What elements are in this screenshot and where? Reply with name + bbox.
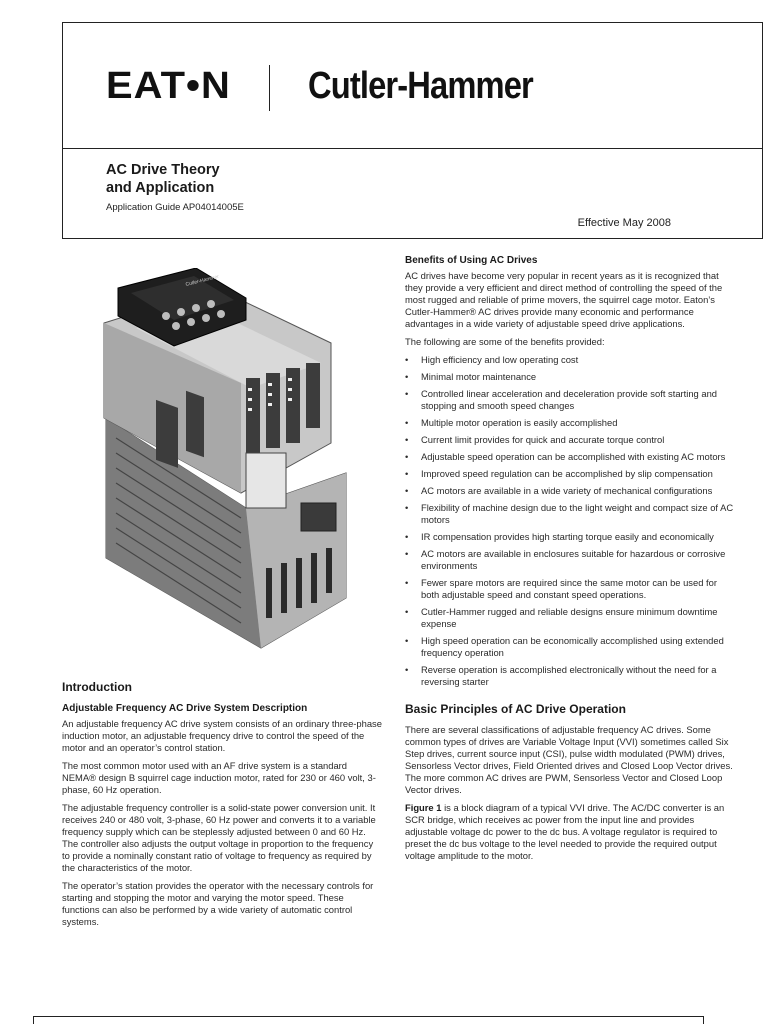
benefit-item bbox=[405, 371, 735, 383]
benefit-text: High speed operation can be economically accomplished using extended frequency operation bbox=[421, 635, 724, 658]
document-subtitle: Application Guide AP04014005E bbox=[106, 202, 244, 213]
intro-paragraph: The adjustable frequency controller is a solid-state power conversion unit. It receives 240 or 480 volt, 3-phase, 60 Hz power and converts it to a variable frequency supply which can be steplessly adjusted between 0 and 60 Hz. The controller also adjusts the output voltage in proportion to the frequency to provide a nominally constant ratio of voltage to frequency as required by the characteristics of the motor. bbox=[62, 802, 376, 873]
bullet-icon: • bbox=[405, 548, 409, 559]
brand-name: Cutler-Hammer bbox=[308, 65, 533, 107]
benefit-text: Fewer spare motors are required since the same motor can be used for both adjustable speed and constant speed operations. bbox=[421, 577, 717, 600]
bullet-icon: • bbox=[405, 417, 409, 428]
benefit-text: Improved speed regulation can be accomplished by slip compensation bbox=[421, 468, 713, 479]
benefit-item bbox=[405, 434, 735, 446]
footer-box bbox=[33, 1016, 704, 1024]
left-column bbox=[62, 680, 382, 934]
title-line-2: and Application bbox=[106, 180, 215, 196]
logo-separator bbox=[269, 65, 270, 111]
ac-drive-product-photo bbox=[96, 268, 358, 660]
benefit-text: Minimal motor maintenance bbox=[421, 371, 537, 382]
intro-paragraph: The most common motor used with an AF drive system is a standard NEMA® design B squirrel cage induction motor, rated for 230 or 460 volt, 3-phase, 60 Hz operation. bbox=[62, 760, 376, 795]
benefits-heading: Benefits of Using AC Drives bbox=[405, 255, 538, 266]
benefit-text: Controlled linear acceleration and deceleration provide soft starting and stopping and smooth speed changes bbox=[421, 388, 718, 411]
bullet-icon: • bbox=[405, 635, 409, 646]
right-column bbox=[405, 255, 735, 868]
benefit-item bbox=[405, 664, 735, 688]
benefit-text: Adjustable speed operation can be accomplished with existing AC motors bbox=[421, 451, 726, 462]
benefit-item bbox=[405, 502, 735, 526]
principles-heading: Basic Principles of AC Drive Operation bbox=[405, 702, 626, 716]
benefit-text: High efficiency and low operating cost bbox=[421, 354, 579, 365]
benefit-item bbox=[405, 388, 735, 412]
benefit-text: AC motors are available in enclosures suitable for hazardous or corrosive environments bbox=[421, 548, 726, 571]
benefit-text: Multiple motor operation is easily accomplished bbox=[421, 417, 618, 428]
benefit-item bbox=[405, 417, 735, 429]
benefit-item bbox=[405, 606, 735, 630]
bullet-icon: • bbox=[405, 531, 409, 542]
header-box bbox=[62, 22, 763, 239]
principles-paragraph: There are several classifications of adjustable frequency AC drives. Some common types of drives are Variable Voltage Input (VVI) sometimes called Six Step drives, current source input (CSI), pulse width modulated (PWM) drives, Sensorless Vector drives, Field Oriented drives and Closed Loop Vector drives. The more common AC drives are PWM, Sensorless Vector and Closed Loop Vector drives. bbox=[405, 724, 733, 795]
bullet-icon: • bbox=[405, 502, 409, 513]
header-divider bbox=[63, 148, 762, 149]
eaton-logo: EAT•N bbox=[106, 65, 231, 107]
benefit-text: Cutler-Hammer rugged and reliable designs ensure minimum downtime expense bbox=[421, 606, 718, 629]
figure-1-reference[interactable]: Figure 1 bbox=[405, 802, 442, 813]
benefit-item bbox=[405, 548, 735, 572]
benefit-text: Current limit provides for quick and accurate torque control bbox=[421, 434, 665, 445]
benefits-lead-in: The following are some of the benefits provided: bbox=[405, 336, 605, 347]
benefit-item bbox=[405, 485, 735, 497]
document-title bbox=[106, 161, 366, 197]
benefit-text: AC motors are available in a wide variety of mechanical configurations bbox=[421, 485, 713, 496]
bullet-icon: • bbox=[405, 434, 409, 445]
benefits-intro: AC drives have become very popular in recent years as it is recognized that they provide a very efficient and direct method of controlling the speed of the most rugged and reliable of prime movers, the squirrel cage motor. Eaton’s Cutler-Hammer® AC drives provide many economic and performance advantages in a wide variety of adjustable speed drive applications. bbox=[405, 270, 723, 329]
benefit-item bbox=[405, 635, 735, 659]
intro-subheading: Adjustable Frequency AC Drive System Description bbox=[62, 703, 308, 714]
bullet-icon: • bbox=[405, 354, 409, 365]
benefit-item bbox=[405, 451, 735, 463]
figure-1-description: is a block diagram of a typical VVI drive. The AC/DC converter is an SCR bridge, which receives ac power from the input line and provides adjustable voltage dc power to the dc bus. A voltage regulator is required to preset the dc bus voltage to the level needed to provide the required output voltage amplitude to the motor. bbox=[405, 802, 725, 861]
bullet-icon: • bbox=[405, 485, 409, 496]
benefits-list bbox=[405, 354, 735, 688]
bullet-icon: • bbox=[405, 664, 409, 675]
intro-paragraph: An adjustable frequency AC drive system consists of an ordinary three-phase induction motor, an adjustable frequency drive to control the speed of the motor and an operator’s control station. bbox=[62, 718, 382, 753]
benefit-item bbox=[405, 468, 735, 480]
title-line-1: AC Drive Theory bbox=[106, 162, 220, 178]
benefit-item bbox=[405, 577, 735, 601]
bullet-icon: • bbox=[405, 388, 409, 399]
intro-heading: Introduction bbox=[62, 680, 132, 694]
effective-date: Effective May 2008 bbox=[577, 217, 671, 229]
benefit-text: Reverse operation is accomplished electronically without the need for a reversing starter bbox=[421, 664, 717, 687]
benefit-text: IR compensation provides high starting torque easily and economically bbox=[421, 531, 714, 542]
keypad-label: Cutler-Hammer bbox=[185, 273, 220, 288]
bullet-icon: • bbox=[405, 577, 409, 588]
bullet-icon: • bbox=[405, 606, 409, 617]
benefit-text: Flexibility of machine design due to the light weight and compact size of AC motors bbox=[421, 502, 734, 525]
bullet-icon: • bbox=[405, 468, 409, 479]
benefit-item bbox=[405, 354, 735, 366]
principles-figure-paragraph bbox=[405, 802, 735, 862]
intro-paragraph: The operator’s station provides the operator with the necessary controls for starting and stopping the motor and varying the motor speed. These functions can also be performed by a wide variety of automatic control systems. bbox=[62, 880, 374, 927]
benefit-item bbox=[405, 531, 735, 543]
bullet-icon: • bbox=[405, 451, 409, 462]
bullet-icon: • bbox=[405, 371, 409, 382]
